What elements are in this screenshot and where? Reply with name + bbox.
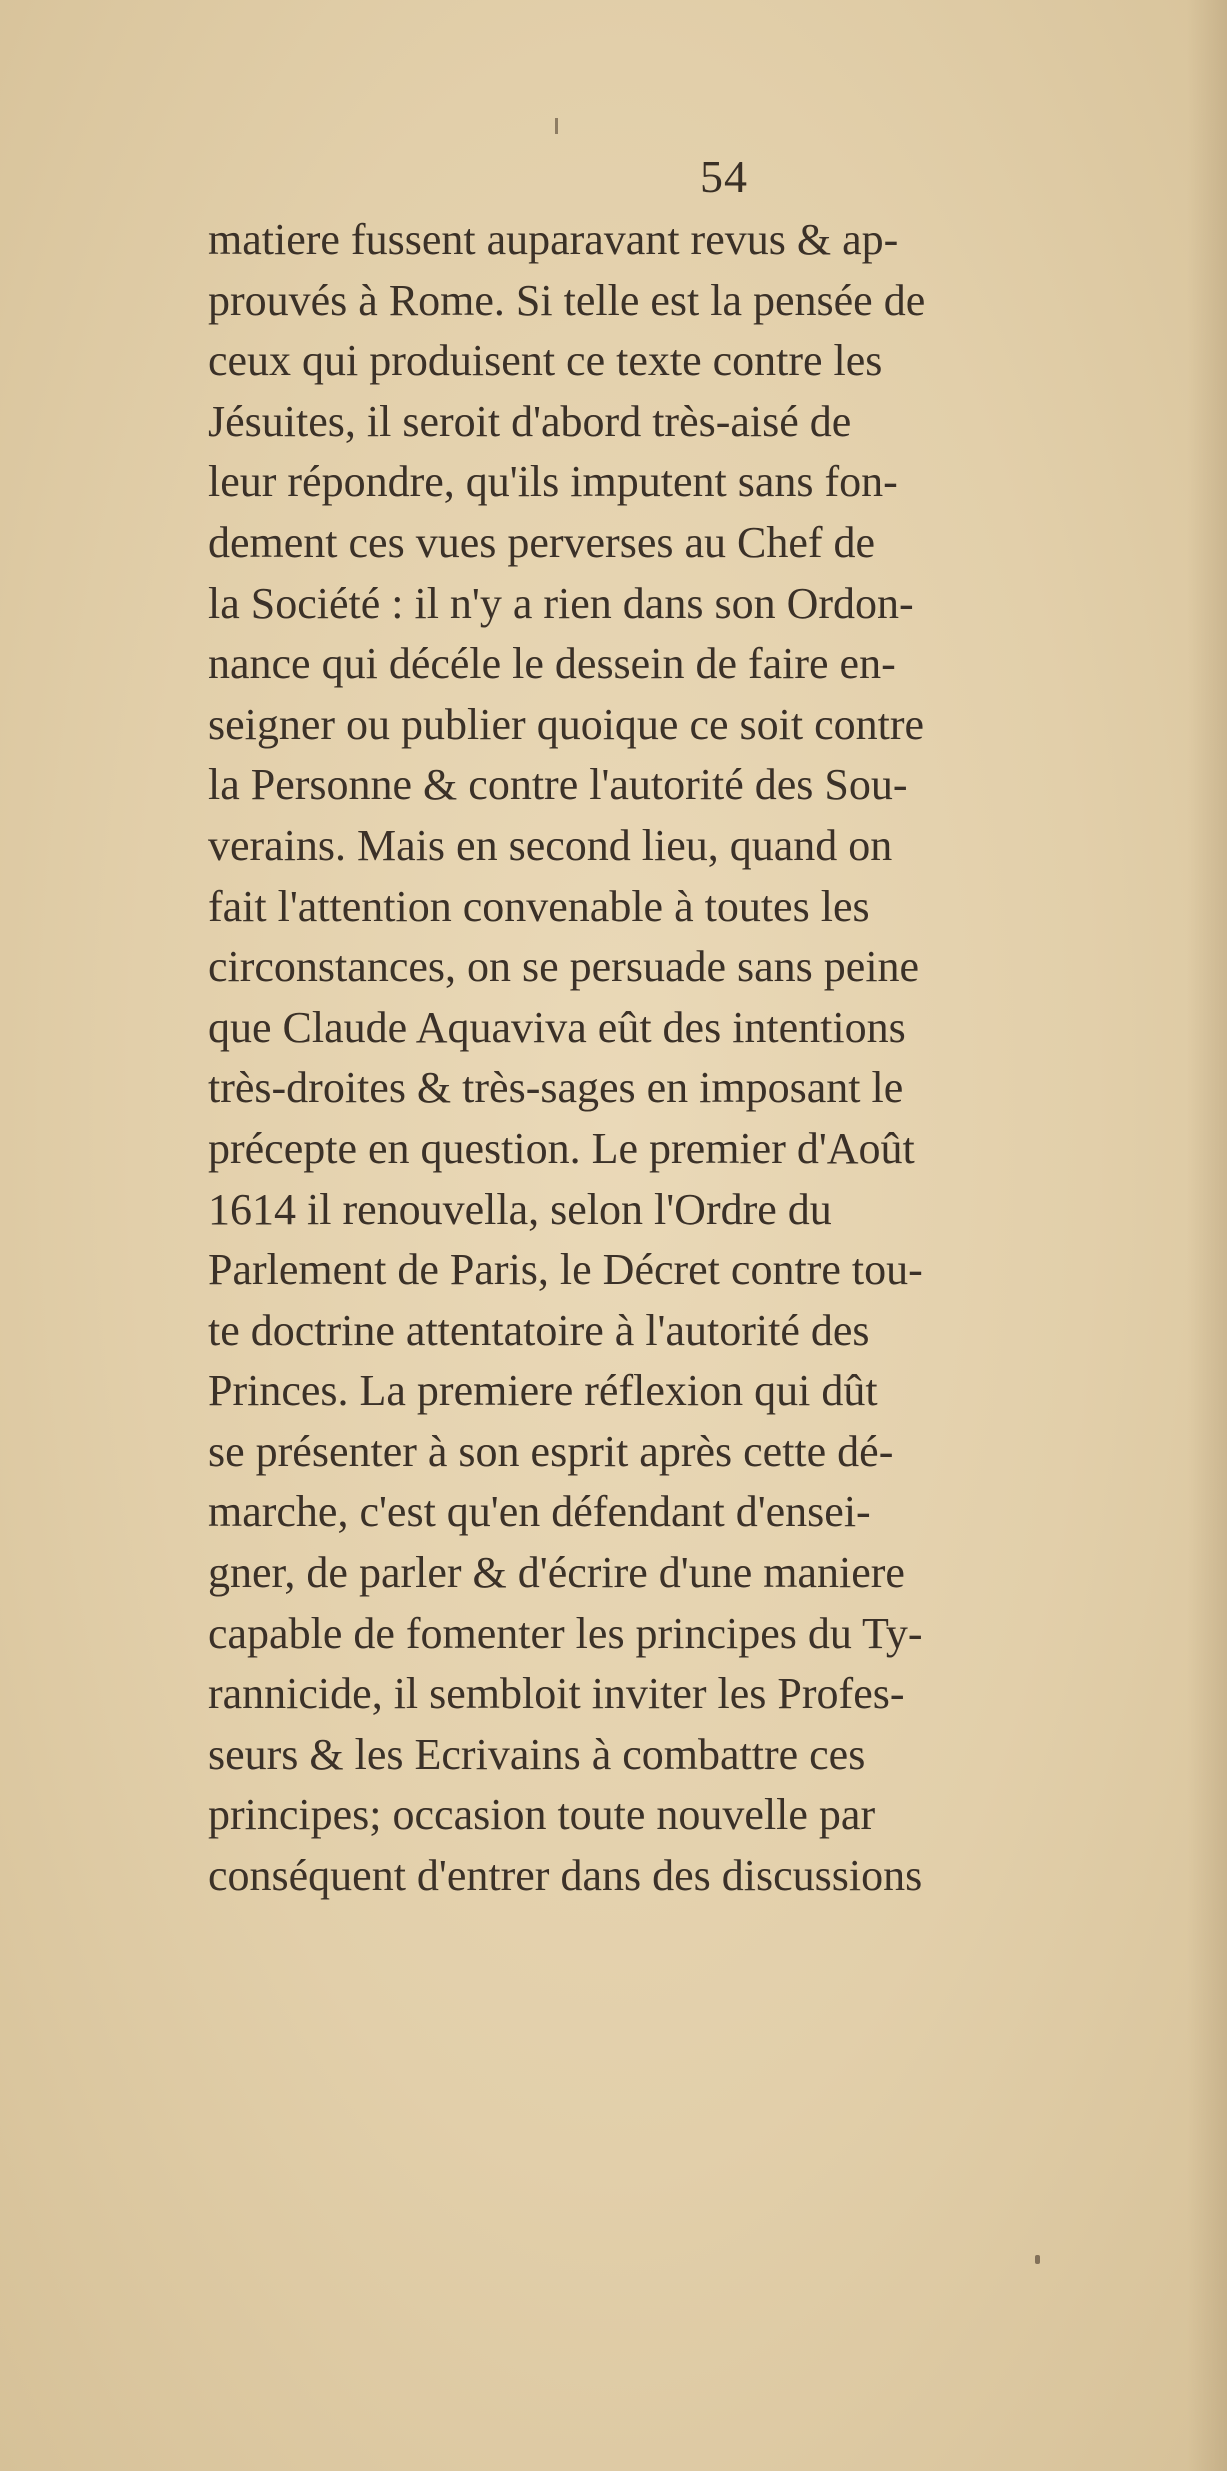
text-line: 1614 il renouvella, selon l'Ordre du <box>208 1184 832 1234</box>
text-line: matiere fussent auparavant revus & ap- <box>208 215 899 264</box>
ink-dot-mark <box>1035 2255 1040 2264</box>
text-line: Jésuites, il seroit d'abord très-aisé de <box>208 396 852 446</box>
text-line: seurs & les Ecrivains à combattre ces <box>208 1729 866 1779</box>
text-line: prouvés à Rome. Si telle est la pensée de <box>208 275 926 325</box>
text-line: ceux qui produisent ce texte contre les <box>208 336 883 386</box>
text-line: très-droites & très-sages en imposant le <box>208 1063 904 1113</box>
body-text <box>208 210 1198 1907</box>
text-line: dement ces vues perverses au Chef de <box>208 517 876 567</box>
text-line: capable de fomenter les principes du Ty- <box>208 1608 923 1658</box>
text-line: la Personne & contre l'autorité des Sou- <box>208 760 908 810</box>
text-line: se présenter à son esprit après cette dé- <box>208 1426 894 1476</box>
text-line: conséquent d'entrer dans des discussions <box>208 1851 923 1901</box>
text-line: précepte en question. Le premier d'Août <box>208 1123 915 1173</box>
text-line: te doctrine attentatoire à l'autorité des <box>208 1305 870 1355</box>
text-line: seigner ou publier quoique ce soit contre <box>208 699 925 749</box>
page-number: 54 <box>700 151 748 202</box>
text-line: la Société : il n'y a rien dans son Ordon- <box>208 578 914 628</box>
ink-tick-mark <box>555 118 558 134</box>
text-line: leur répondre, qu'ils imputent sans fon- <box>208 457 898 507</box>
text-line: fait l'attention convenable à toutes les <box>208 881 870 931</box>
text-line: Princes. La premiere réflexion qui dût <box>208 1366 878 1416</box>
text-line: marche, c'est qu'en défendant d'ensei- <box>208 1487 871 1537</box>
text-line: Parlement de Paris, le Décret contre tou- <box>208 1245 923 1295</box>
text-line: que Claude Aquaviva eût des intentions <box>208 1002 906 1052</box>
text-line: circonstances, on se persuade sans peine <box>208 942 920 992</box>
text-line: principes; occasion toute nouvelle par <box>208 1790 876 1840</box>
text-line: verains. Mais en second lieu, quand on <box>208 820 893 870</box>
text-line: gner, de parler & d'écrire d'une maniere <box>208 1548 905 1598</box>
text-line: rannicide, il sembloit inviter les Profes- <box>208 1669 905 1719</box>
text-line: nance qui décéle le dessein de faire en- <box>208 639 896 689</box>
